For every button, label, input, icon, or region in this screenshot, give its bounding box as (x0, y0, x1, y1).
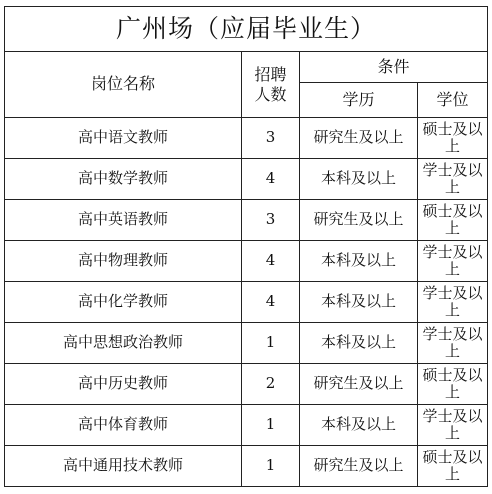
degree-cell: 硕士及以上 (418, 118, 488, 159)
recruitment-table (4, 6, 488, 487)
header-conditions: 条件 (300, 52, 488, 83)
table-row (5, 200, 488, 241)
education-cell: 研究生及以上 (300, 118, 418, 159)
education-cell: 本科及以上 (300, 405, 418, 446)
table-row (5, 241, 488, 282)
education-cell: 本科及以上 (300, 323, 418, 364)
header-degree: 学位 (418, 83, 488, 118)
education-cell: 研究生及以上 (300, 364, 418, 405)
degree-cell: 学士及以上 (418, 405, 488, 446)
count-cell: 3 (242, 118, 300, 159)
table-row (5, 323, 488, 364)
header-count-line2: 人数 (254, 84, 287, 104)
position-cell: 高中语文教师 (5, 118, 242, 159)
header-position: 岗位名称 (5, 52, 242, 118)
table-row (5, 446, 488, 487)
table-row (5, 159, 488, 200)
count-cell: 4 (242, 282, 300, 323)
education-cell: 本科及以上 (300, 282, 418, 323)
position-cell: 高中思想政治教师 (5, 323, 242, 364)
header-education: 学历 (300, 83, 418, 118)
position-cell: 高中体育教师 (5, 405, 242, 446)
position-cell: 高中化学教师 (5, 282, 242, 323)
degree-cell: 学士及以上 (418, 323, 488, 364)
count-cell: 4 (242, 241, 300, 282)
table-row (5, 282, 488, 323)
count-cell: 1 (242, 405, 300, 446)
table-row (5, 364, 488, 405)
education-cell: 本科及以上 (300, 159, 418, 200)
count-cell: 1 (242, 323, 300, 364)
table-title: 广州场（应届毕业生） (5, 7, 488, 52)
header-count-line1: 招聘 (254, 65, 287, 85)
degree-cell: 硕士及以上 (418, 200, 488, 241)
education-cell: 本科及以上 (300, 241, 418, 282)
table-row (5, 118, 488, 159)
position-cell: 高中通用技术教师 (5, 446, 242, 487)
education-cell: 研究生及以上 (300, 200, 418, 241)
degree-cell: 学士及以上 (418, 241, 488, 282)
count-cell: 4 (242, 159, 300, 200)
position-cell: 高中物理教师 (5, 241, 242, 282)
count-cell: 2 (242, 364, 300, 405)
degree-cell: 学士及以上 (418, 159, 488, 200)
position-cell: 高中历史教师 (5, 364, 242, 405)
count-cell: 1 (242, 446, 300, 487)
header-count (242, 52, 300, 118)
table-row (5, 405, 488, 446)
position-cell: 高中数学教师 (5, 159, 242, 200)
degree-cell: 硕士及以上 (418, 446, 488, 487)
position-cell: 高中英语教师 (5, 200, 242, 241)
education-cell: 研究生及以上 (300, 446, 418, 487)
recruitment-table-container (4, 6, 488, 487)
degree-cell: 学士及以上 (418, 282, 488, 323)
count-cell: 3 (242, 200, 300, 241)
degree-cell: 硕士及以上 (418, 364, 488, 405)
